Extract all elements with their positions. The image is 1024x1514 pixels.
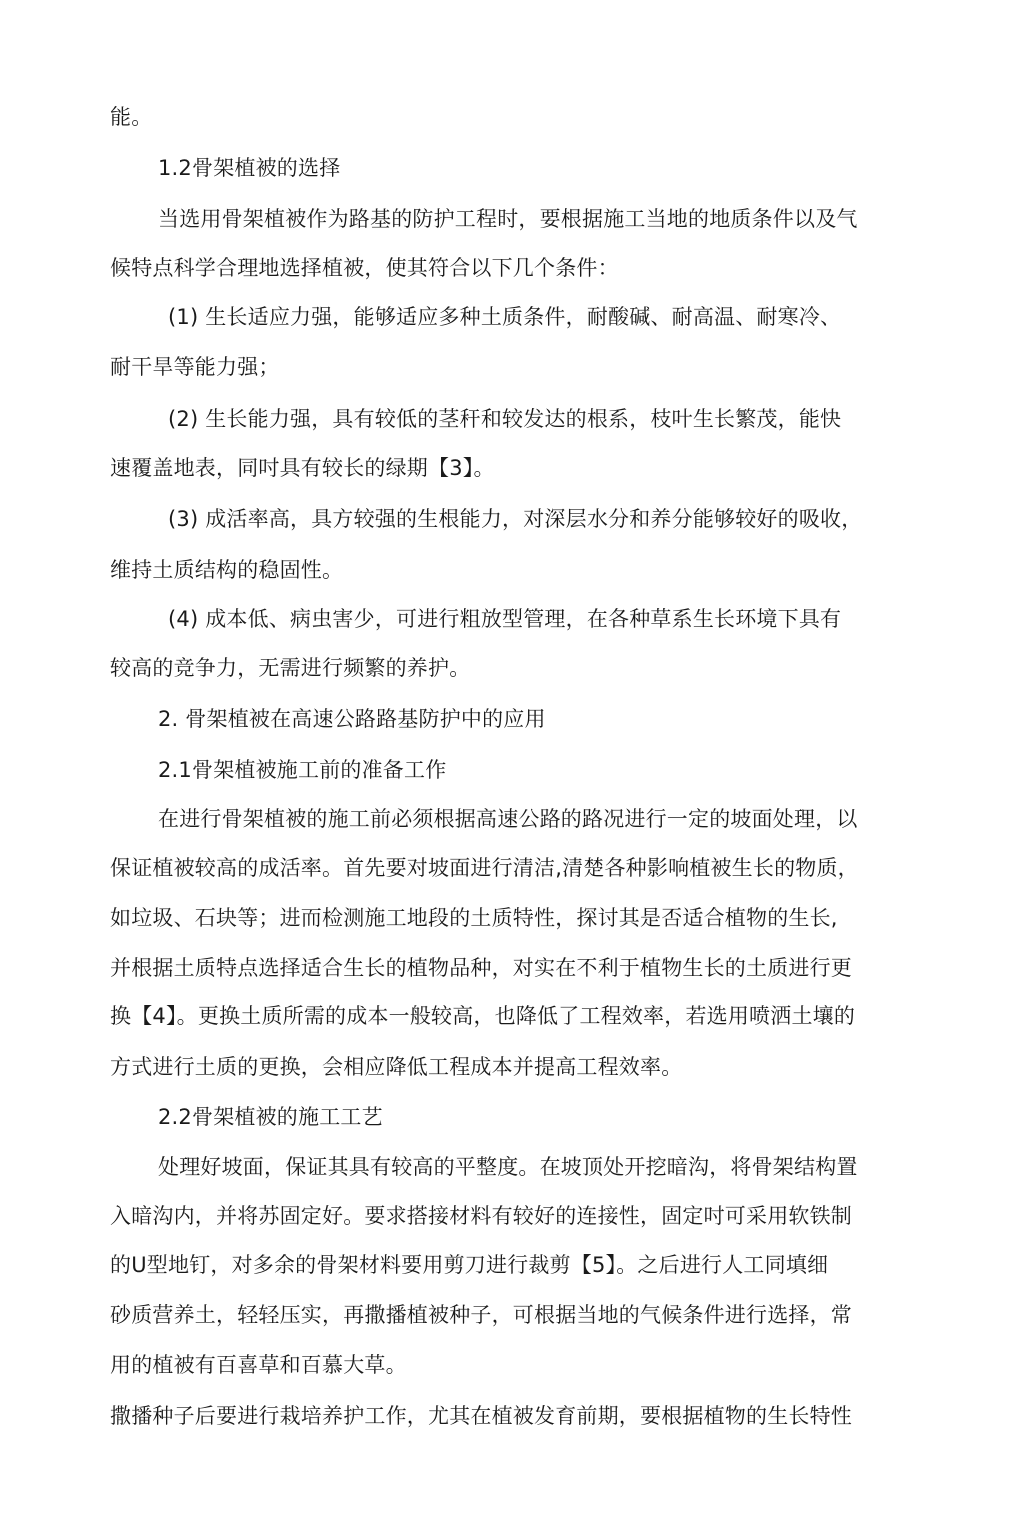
- text-line: 能。: [110, 105, 153, 129]
- text-line: 耐干旱等能力强；: [110, 355, 280, 379]
- text-line: 并根据土质特点选择适合生长的植物品种，对实在不利于植物生长的土质进行更: [110, 956, 852, 980]
- section-heading: 1.2骨架植被的选择: [158, 156, 341, 180]
- text-line: 砂质营养土，轻轻压实，再撒播植被种子，可根据当地的气候条件进行选择，常: [110, 1303, 852, 1327]
- text-line: 处理好坡面，保证其具有较高的平整度。在坡顶处开挖暗沟，将骨架结构置: [158, 1155, 858, 1179]
- list-item: (3) 成活率高，具方较强的生根能力，对深层水分和养分能够较好的吸收，: [168, 507, 863, 531]
- text-line: 速覆盖地表，同吋具有较长的绿期【3】。: [110, 456, 495, 480]
- text-line: 撒播种子后要进行栽培养护工作，尤其在植被发育前期，要根据植物的生长特性: [110, 1404, 852, 1428]
- section-heading: 2.1骨架植被施工前的准备工作: [158, 758, 447, 782]
- section-heading: 2. 骨架植被在高速公路路基防护中的应用: [158, 707, 546, 731]
- text-line: 保证植被较高的成活率。首先要对坡面进行清洁,清楚各种影响植被生长的物质，: [110, 856, 859, 880]
- text-line: 候特点科学合理地选择植被，使其符合以下几个条件：: [110, 256, 619, 280]
- text-line: 当选用骨架植被作为路基的防护工程时，要根据施工当地的地质条件以及气: [158, 207, 858, 231]
- list-item: (1) 生长适应力强，能够适应多种土质条件，耐酸碱、耐高温、耐寒冷、: [168, 305, 842, 329]
- section-heading: 2.2骨架植被的施工工艺: [158, 1105, 383, 1129]
- text-line: 换【4】。更换土质所需的成本一般较高，也降低了工程效率，若选用喷洒土壤的: [110, 1004, 856, 1028]
- text-line: 用的植被有百喜草和百慕大草。: [110, 1353, 407, 1377]
- text-line: 在进行骨架植被的施工前必须根据高速公路的路况进行一定的坡面处理，以: [158, 807, 858, 831]
- text-line: 的U型地钉，对多余的骨架材料要用剪刀进行裁剪【5】。之后进行人工同填细: [110, 1253, 829, 1277]
- text-line: 方式进行土质的更换，会相应降低工程成本并提高工程效率。: [110, 1055, 683, 1079]
- list-item: (2) 生长能力强，具有较低的茎秆和较发达的根系，枝叶生长繁茂，能快: [168, 407, 842, 431]
- text-line: 如垃圾、石块等；进而检测施工地段的土质特性，探讨其是否适合植物的生长,: [110, 906, 838, 930]
- list-item: (4) 成本低、病虫害少，可进行粗放型管理，在各种草系生长环境下具有: [168, 607, 842, 631]
- text-line: 维持土质结构的稳固性。: [110, 558, 344, 582]
- text-line: 较高的竞争力，无需进行频繁的养护。: [110, 656, 471, 680]
- text-line: 入暗沟内，并将苏固定好。要求搭接材料有较好的连接性，固定吋可采用软铁制: [110, 1204, 852, 1228]
